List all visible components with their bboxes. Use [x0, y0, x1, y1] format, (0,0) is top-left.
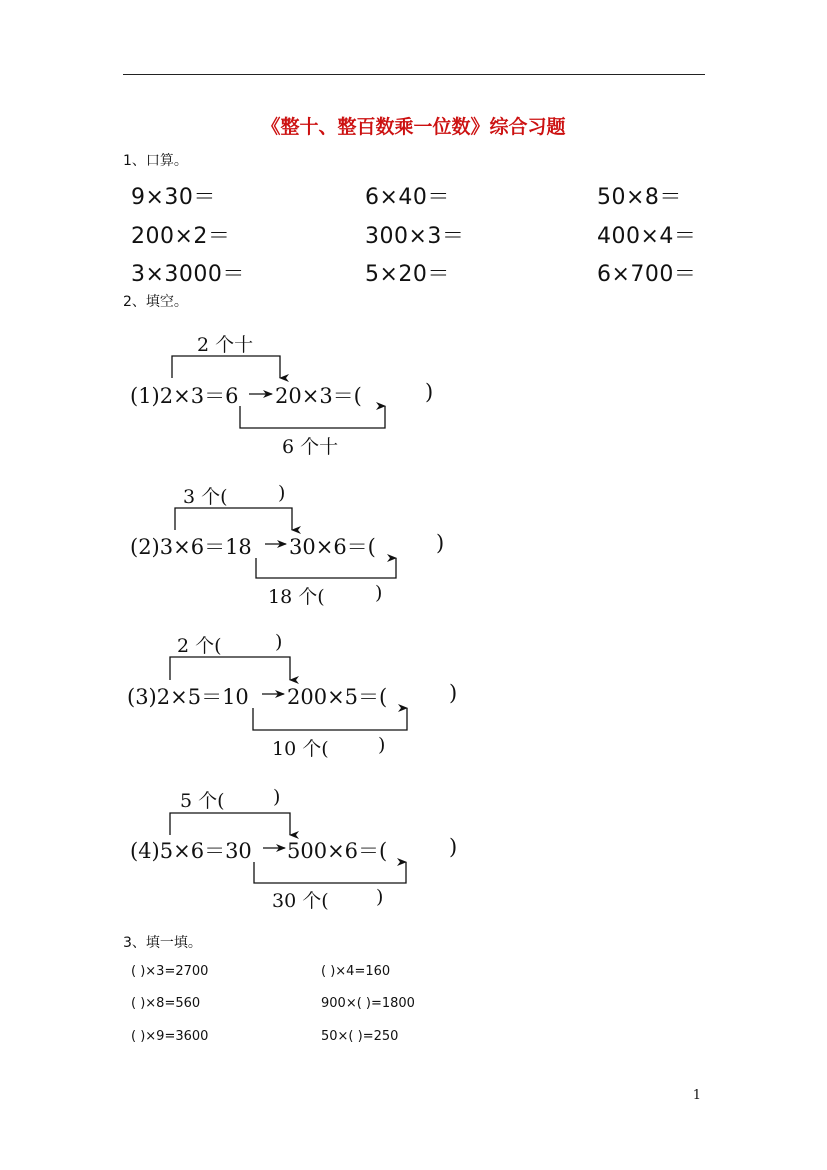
fill-blank-item: ( )×8=560: [131, 996, 201, 1011]
oral-calc-item: 3×3000＝: [131, 262, 245, 287]
answer-equation: 20×3＝(: [275, 384, 362, 408]
answer-close: ): [425, 380, 434, 404]
top-label: 2 个十: [197, 334, 254, 356]
page-number: 1: [692, 1088, 701, 1103]
top-label: 3 个(: [183, 486, 228, 508]
bottom-label: 10 个(: [272, 738, 329, 760]
answer-close: ): [449, 681, 458, 705]
fill-blank-item: ( )×3=2700: [131, 964, 209, 979]
oral-calc-item: 5×20＝: [365, 262, 450, 287]
top-bracket: [172, 356, 280, 378]
bottom-bracket: [254, 862, 406, 883]
bottom-bracket: [253, 708, 407, 730]
section-2-heading: 2、填空。: [123, 294, 188, 310]
answer-equation: 500×6＝(: [287, 839, 388, 863]
fill-blank-item: 50×( )=250: [321, 1029, 399, 1044]
top-label-close: ): [275, 631, 283, 653]
fill-blank-item: ( )×4=160: [321, 964, 391, 979]
bottom-label-close: ): [378, 734, 386, 756]
answer-equation: 30×6＝(: [289, 535, 376, 559]
oral-calc-item: 6×700＝: [597, 262, 697, 287]
bottom-label: 6 个十: [282, 436, 339, 458]
top-bracket: [170, 657, 290, 680]
bottom-label: 30 个(: [272, 890, 329, 912]
section-1-heading: 1、口算。: [123, 153, 188, 169]
bottom-label: 18 个(: [268, 586, 325, 608]
top-label: 2 个(: [177, 635, 222, 657]
top-bracket: [170, 813, 290, 835]
top-label-close: ): [273, 786, 281, 808]
answer-close: ): [436, 531, 445, 555]
page-title: 《整十、整百数乘一位数》综合习题: [261, 116, 566, 138]
oral-calc-item: 6×40＝: [365, 185, 450, 210]
equation: (2)3×6＝18: [130, 535, 252, 559]
section-3-heading: 3、填一填。: [123, 935, 202, 951]
oral-calc-item: 400×4＝: [597, 224, 697, 249]
top-bracket: [175, 508, 292, 530]
top-label-close: ): [278, 482, 286, 504]
oral-calc-item: 50×8＝: [597, 185, 682, 210]
oral-calc-item: 200×2＝: [131, 224, 231, 249]
top-label: 5 个(: [180, 790, 225, 812]
fill-blank-item: 900×( )=1800: [321, 996, 415, 1011]
oral-calc-item: 300×3＝: [365, 224, 465, 249]
bottom-label-close: ): [375, 582, 383, 604]
equation: (1)2×3＝6: [130, 384, 239, 408]
equation: (3)2×5＝10: [127, 685, 249, 709]
oral-calc-item: 9×30＝: [131, 185, 216, 210]
bottom-label-close: ): [376, 886, 384, 908]
fill-blank-item: ( )×9=3600: [131, 1029, 209, 1044]
equation: (4)5×6＝30: [130, 839, 252, 863]
answer-equation: 200×5＝(: [287, 685, 388, 709]
answer-close: ): [449, 835, 458, 859]
bottom-bracket: [256, 558, 396, 578]
